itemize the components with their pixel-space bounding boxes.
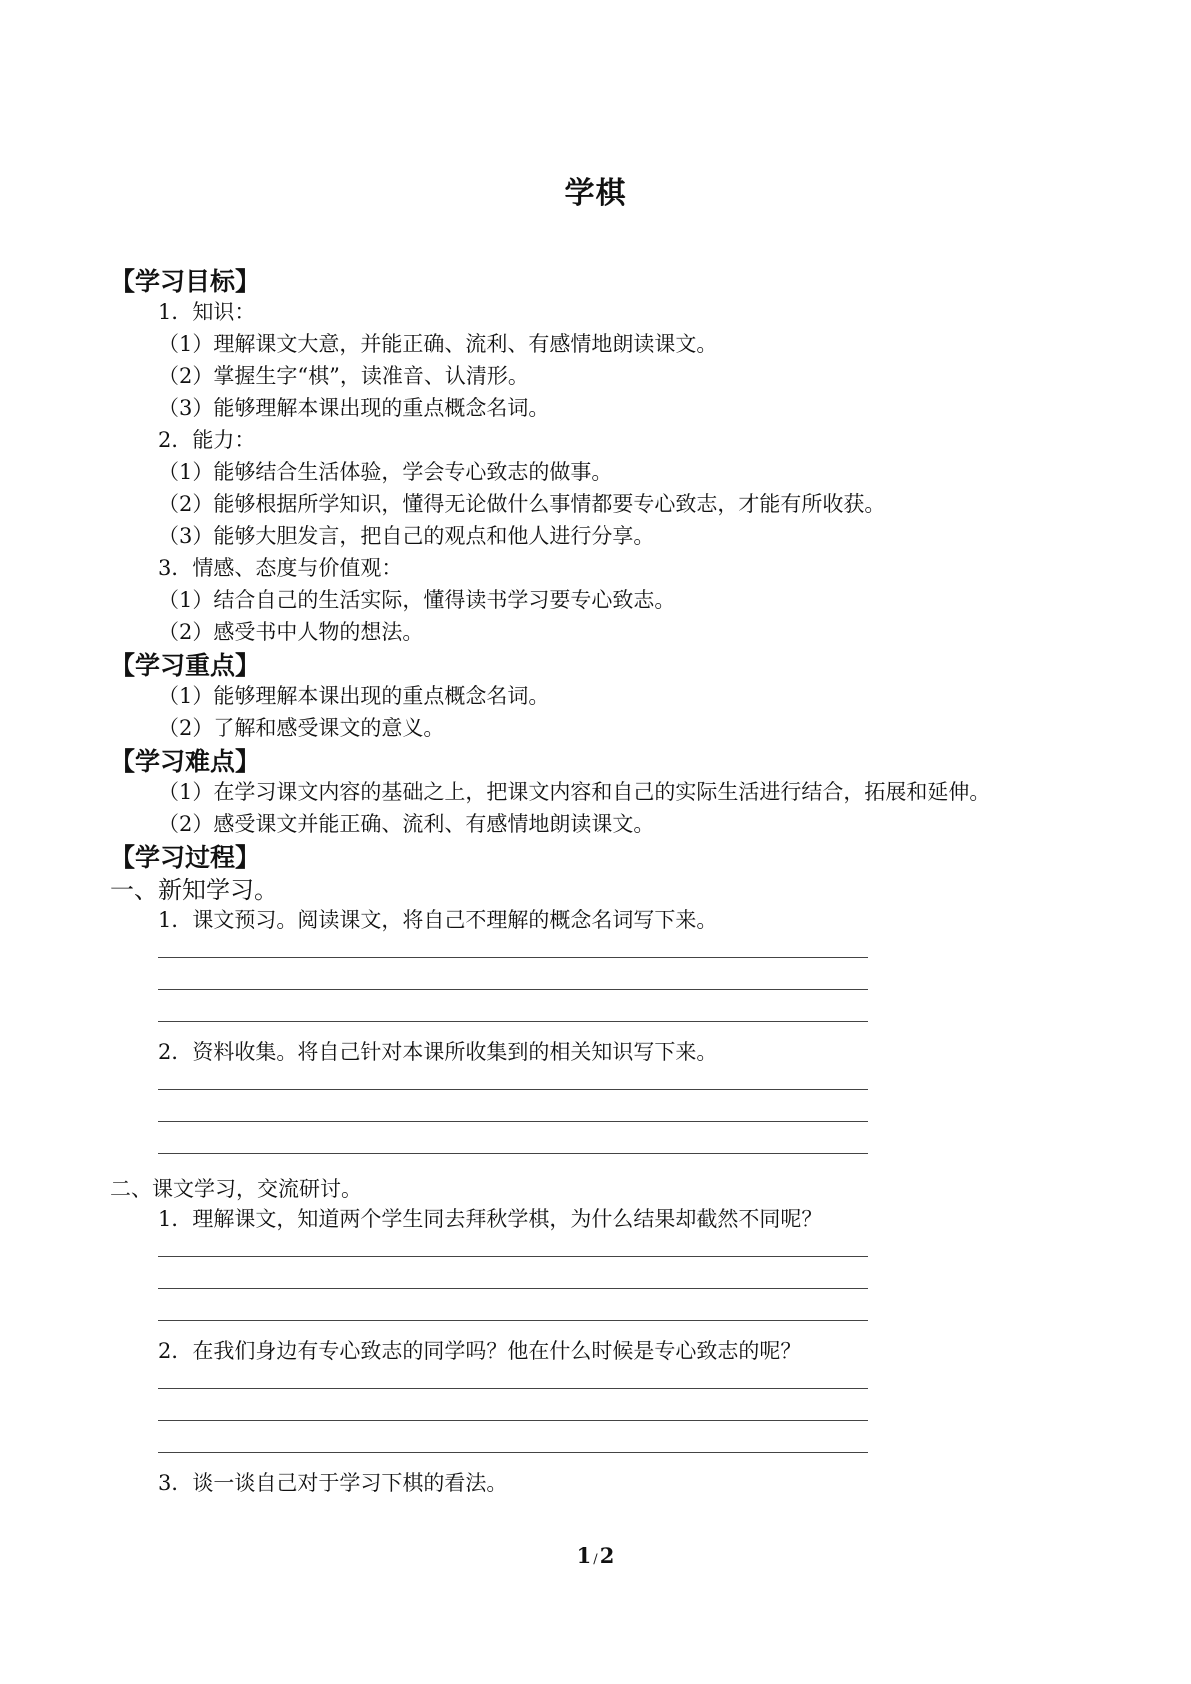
question-2-3: 3．谈一谈自己对于学习下棋的看法。 [158,1471,508,1495]
answer-line[interactable] [158,1452,868,1453]
objective-item: （2）感受书中人物的想法。 [158,620,424,644]
question-2-2: 2．在我们身边有专心致志的同学吗？他在什么时候是专心致志的呢？ [158,1339,802,1363]
objective-knowledge-label: 1．知识： [158,300,256,324]
answer-line[interactable] [158,1288,868,1289]
difficulty-item: （1）在学习课文内容的基础之上，把课文内容和自己的实际生活进行结合，拓展和延伸。 [158,780,991,804]
answer-line[interactable] [158,1121,868,1122]
answer-line[interactable] [158,1089,868,1090]
page-number-total: 2 [599,1543,615,1568]
question-1-2: 2．资料收集。将自己针对本课所收集到的相关知识写下来。 [158,1040,718,1064]
answer-line[interactable] [158,1256,868,1257]
objective-item: （3）能够大胆发言，把自己的观点和他人进行分享。 [158,524,655,548]
answer-line[interactable] [158,989,868,990]
key-point-item: （1）能够理解本课出现的重点概念名词。 [158,684,550,708]
section-heading-difficulties: 【学习难点】 [110,747,261,776]
answer-line[interactable] [158,1420,868,1421]
key-point-item: （2）了解和感受课文的意义。 [158,716,445,740]
process-part-2-label: 二、课文学习，交流研讨。 [110,1177,362,1201]
answer-line[interactable] [158,1153,868,1154]
answer-line[interactable] [158,957,868,958]
page-number [0,1543,1191,1568]
section-heading-objectives: 【学习目标】 [110,267,261,296]
answer-line[interactable] [158,1320,868,1321]
question-2-1: 1．理解课文，知道两个学生同去拜秋学棋，为什么结果却截然不同呢？ [158,1207,823,1231]
page-title: 学棋 [564,176,627,211]
process-part-1-label: 一、新知学习。 [110,876,278,904]
objective-item: （1）结合自己的生活实际，懂得读书学习要专心致志。 [158,588,676,612]
objective-item: （1）理解课文大意，并能正确、流利、有感情地朗读课文。 [158,332,718,356]
objective-item: （3）能够理解本课出现的重点概念名词。 [158,396,550,420]
page-number-separator: / [593,1552,598,1567]
objective-ability-label: 2．能力： [158,428,256,452]
question-1-1: 1．课文预习。阅读课文，将自己不理解的概念名词写下来。 [158,908,718,932]
objective-item: （1）能够结合生活体验，学会专心致志的做事。 [158,460,613,484]
objective-item: （2）掌握生字“棋”，读准音、认清形。 [158,364,529,388]
answer-line[interactable] [158,1388,868,1389]
section-heading-key-points: 【学习重点】 [110,651,261,680]
page-number-current: 1 [576,1543,592,1568]
section-heading-process: 【学习过程】 [110,843,261,872]
objective-emotion-label: 3．情感、态度与价值观： [158,556,403,580]
objective-item: （2）能够根据所学知识，懂得无论做什么事情都要专心致志，才能有所收获。 [158,492,886,516]
difficulty-item: （2）感受课文并能正确、流利、有感情地朗读课文。 [158,812,655,836]
answer-line[interactable] [158,1021,868,1022]
